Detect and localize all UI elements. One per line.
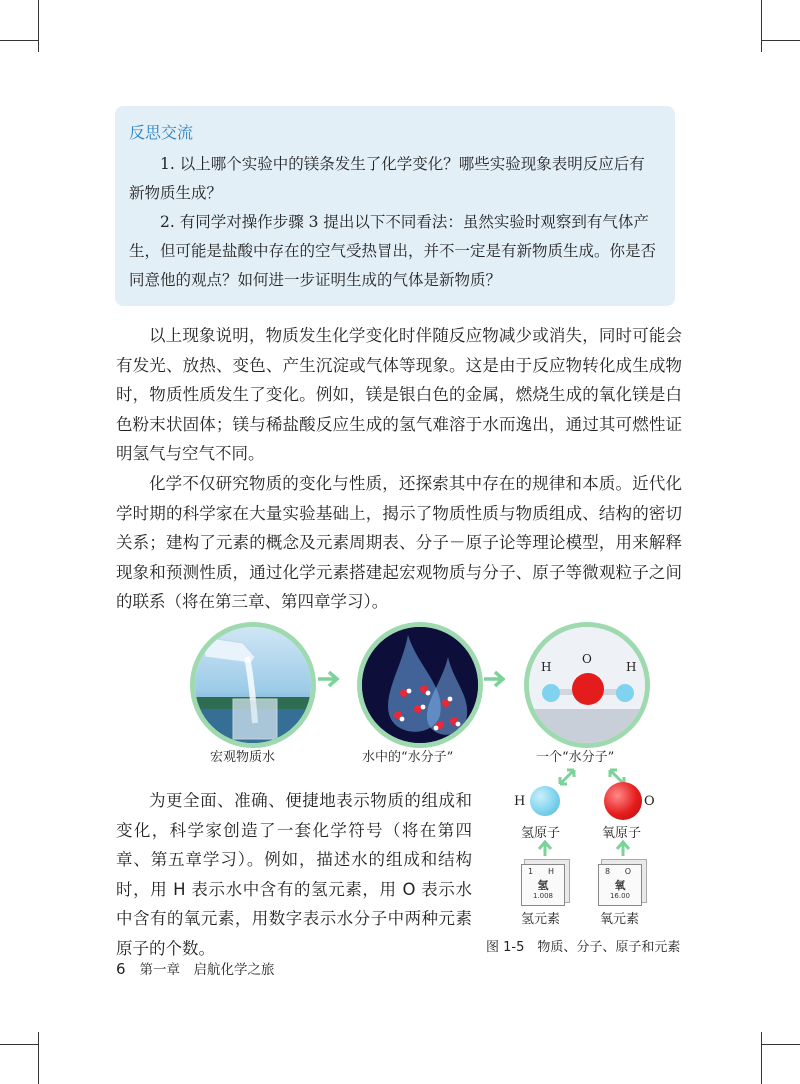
- o-atomic-number: 8: [605, 867, 611, 876]
- molecule-h-left-letter: H: [541, 660, 552, 674]
- h-name: 氢: [537, 879, 549, 892]
- o-symbol: O: [624, 867, 631, 876]
- body-paragraph-2: 化学不仅研究物质的变化与性质，还探索其中存在的规律和本质。近代化学时期的科学家在大量实验基础上，揭示了物质性质与物质组成、结构的密切关系；建构了元素的概念及元素周期表、分子－原子论等理论模型，用来解释现象和预测性质，通过化学元素搭建起宏观物质与分子、原子等微观粒子之间的联系（将在第三章、第四章学习）。: [116, 474, 682, 611]
- hydrogen-letter: H: [514, 794, 526, 809]
- h-symbol: H: [547, 867, 554, 876]
- arrow-up-icon: [615, 840, 631, 856]
- label-one-molecule: 一个“水分子”: [536, 750, 615, 765]
- h-atomic-number: 1: [528, 867, 534, 876]
- water-glass-image: [190, 622, 316, 748]
- hydrogen-atom-ball: [530, 786, 560, 816]
- h-atomic-mass: 1.008: [532, 892, 554, 900]
- oxygen-atom-ball: [604, 782, 642, 820]
- body-paragraph-3: 为更全面、准确、便捷地表示物质的组成和变化，科学家创造了一套化学符号（将在第四章、第五章学习）。例如，描述水的组成和结构时，用 H 表示水中含有的氢元素，用 O 表示水中含有的氧元素，用数字表示水分子中两种元素原子的个数。: [116, 791, 472, 958]
- arrow-right-icon: [318, 671, 344, 687]
- o-atomic-mass: 16.00: [609, 892, 631, 900]
- reflection-question-1: 1. 以上哪个实验中的镁条发生了化学变化？哪些实验现象表明反应后有新物质生成？: [129, 155, 645, 202]
- oxygen-atom-label: 氧原子: [602, 826, 642, 841]
- label-macro-water: 宏观物质水: [210, 750, 276, 765]
- hydrogen-atom-label: 氢原子: [521, 826, 561, 841]
- reflection-box: [115, 106, 675, 306]
- molecule-o-letter: O: [582, 652, 592, 666]
- label-water-molecules: 水中的“水分子”: [362, 750, 454, 765]
- water-molecules-drops-image: [357, 622, 483, 748]
- hydrogen-element-label: 氢元素: [521, 912, 561, 927]
- single-water-molecule-image: [524, 622, 650, 748]
- oxygen-letter: O: [644, 794, 655, 809]
- reflection-title: 反思交流: [129, 123, 194, 142]
- hydrogen-element-card: [521, 864, 565, 906]
- arrow-right-icon: [484, 671, 510, 687]
- diagonal-double-arrow-icon: [556, 766, 578, 788]
- figure-caption: 图 1-5 物质、分子、原子和元素: [486, 940, 681, 955]
- page-number: 6: [116, 960, 126, 978]
- molecule-h-right-letter: H: [626, 660, 637, 674]
- page-footer: [116, 958, 275, 978]
- chapter-title: 第一章 启航化学之旅: [139, 962, 275, 978]
- oxygen-element-card: [598, 864, 642, 906]
- body-paragraph-1: 以上现象说明，物质发生化学变化时伴随反应物减少或消失，同时可能会有发光、放热、变色、产生沉淀或气体等现象。这是由于反应物转化成生成物时，物质性质发生了变化。例如，镁是银白色的金属，燃烧生成的氧化镁是白色粉末状固体；镁与稀盐酸反应生成的氢气难溶于水而逸出，通过其可燃性证明氢气与空气不同。: [116, 326, 682, 463]
- o-name: 氧: [614, 879, 626, 892]
- oxygen-element-label: 氧元素: [600, 912, 640, 927]
- arrow-up-icon: [537, 840, 553, 856]
- reflection-question-2: 2. 有同学对操作步骤 3 提出以下不同看法：虽然实验时观察到有气体产生，但可能是盐酸中存在的空气受热冒出，并不一定是有新物质生成。你是否同意他的观点？如何进一步证明生成的气体是新物质？: [129, 213, 657, 289]
